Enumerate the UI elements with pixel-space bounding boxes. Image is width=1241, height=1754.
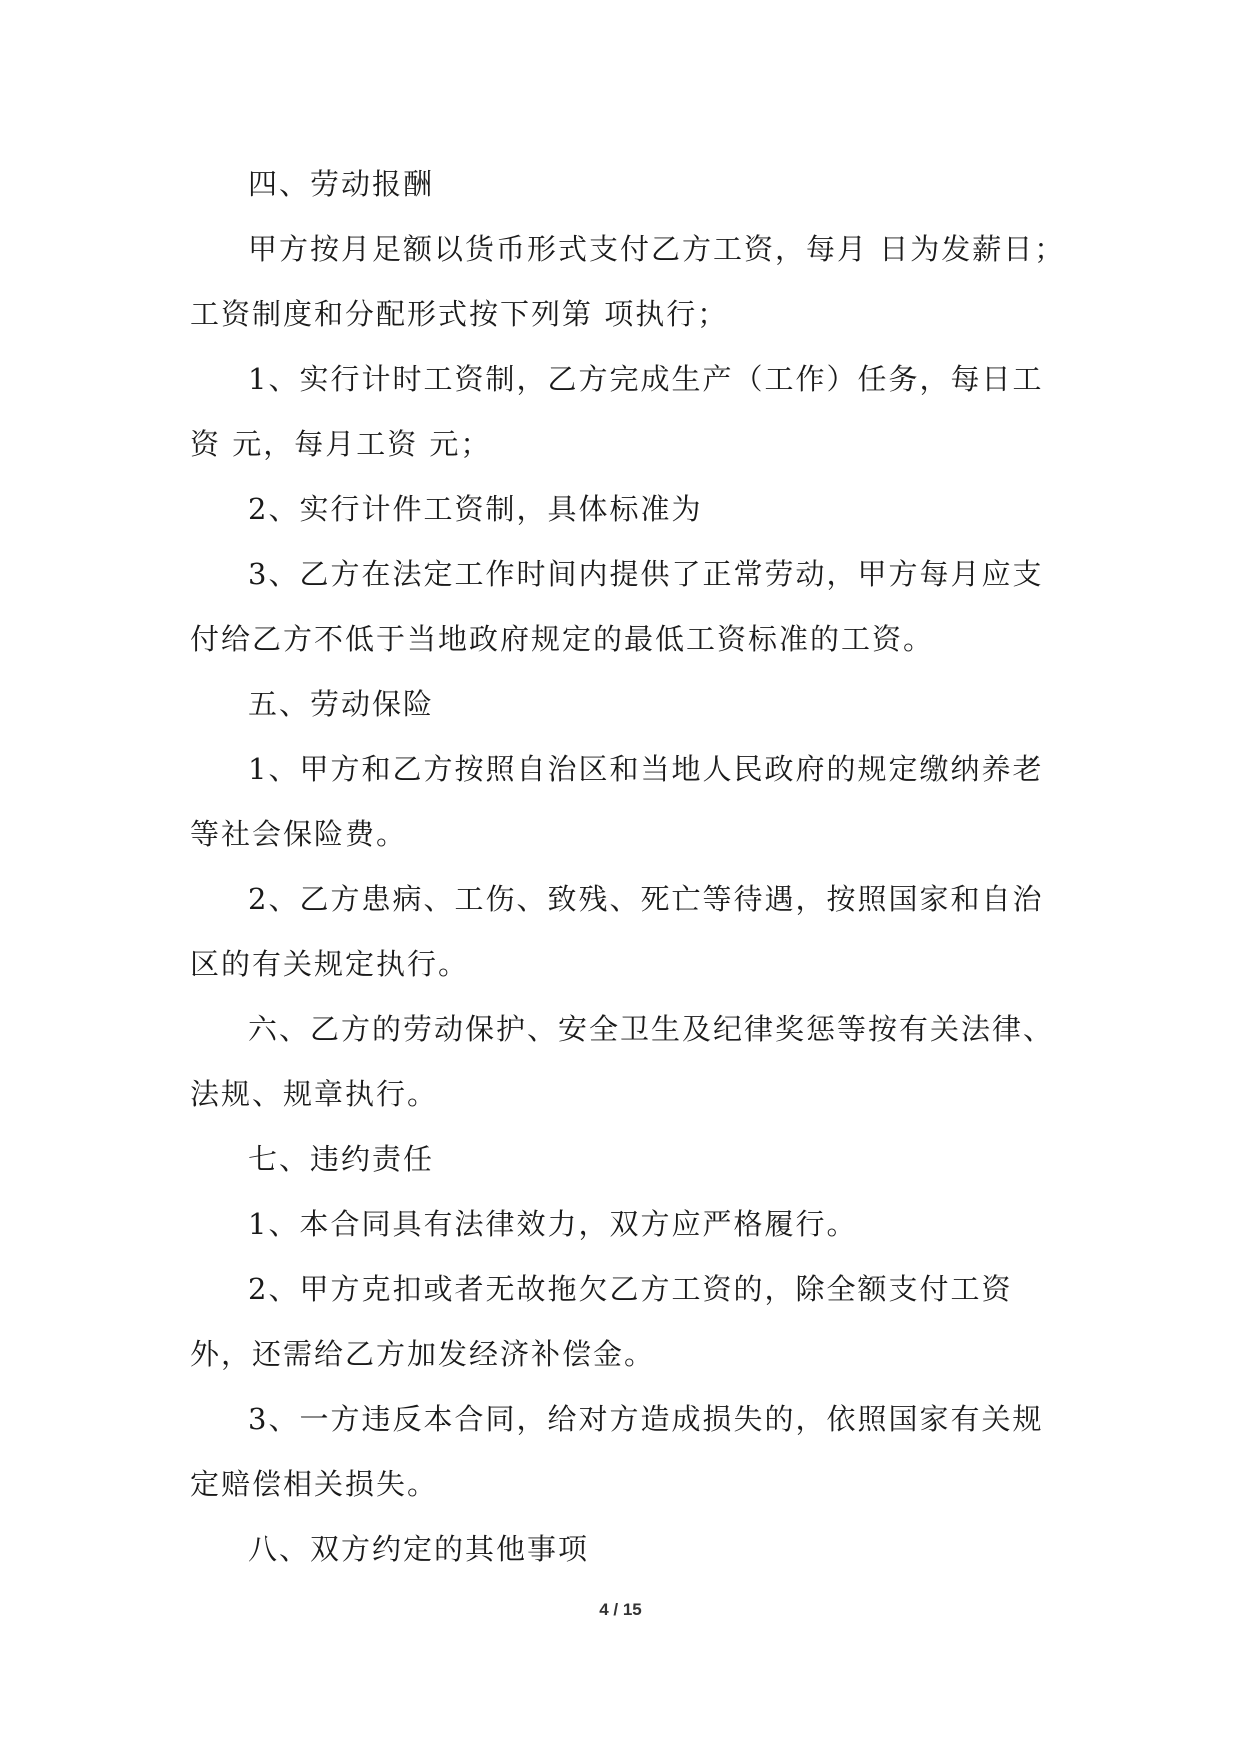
paragraph-payment-terms: 甲方按月足额以货币形式支付乙方工资，每月 日为发薪日；工资制度和分配形式按下列第 项执行； [190,232,1066,331]
paragraph-minimum-wage: 3、乙方在法定工作时间内提供了正常劳动，甲方每月应支付给乙方不低于当地政府规定的最低工资标准的工资。 [190,557,1044,656]
paragraph-piece-wage: 2、实行计件工资制，具体标准为 [248,492,703,526]
paragraph-wage-arrears: 2、甲方克扣或者无故拖欠乙方工资的，除全额支付工资外，还需给乙方加发经济补偿金。 [190,1272,1013,1371]
section-heading-liability: 七、违约责任 [248,1142,435,1176]
document-body [190,152,1070,1582]
paragraph-legal-effect: 1、本合同具有法律效力，双方应严格履行。 [248,1207,858,1241]
page-number: 4 / 15 [599,1600,642,1619]
paragraph-social-insurance: 1、甲方和乙方按照自治区和当地人民政府的规定缴纳养老等社会保险费。 [190,752,1044,851]
paragraph-breach-compensation: 3、一方违反本合同，给对方造成损失的，依照国家有关规定赔偿相关损失。 [190,1402,1044,1501]
paragraph-time-wage: 1、实行计时工资制，乙方完成生产（工作）任务，每日工资 元，每月工资 元； [190,362,1044,461]
section-heading-labor-protection: 六、乙方的劳动保护、安全卫生及纪律奖惩等按有关法律、法规、规章执行。 [190,1012,1055,1111]
section-heading-other-matters: 八、双方约定的其他事项 [248,1532,590,1566]
section-heading-labor-insurance: 五、劳动保险 [248,687,435,721]
section-heading-labor-remuneration: 四、劳动报酬 [248,167,435,201]
paragraph-injury-treatment: 2、乙方患病、工伤、致残、死亡等待遇，按照国家和自治区的有关规定执行。 [190,882,1044,981]
